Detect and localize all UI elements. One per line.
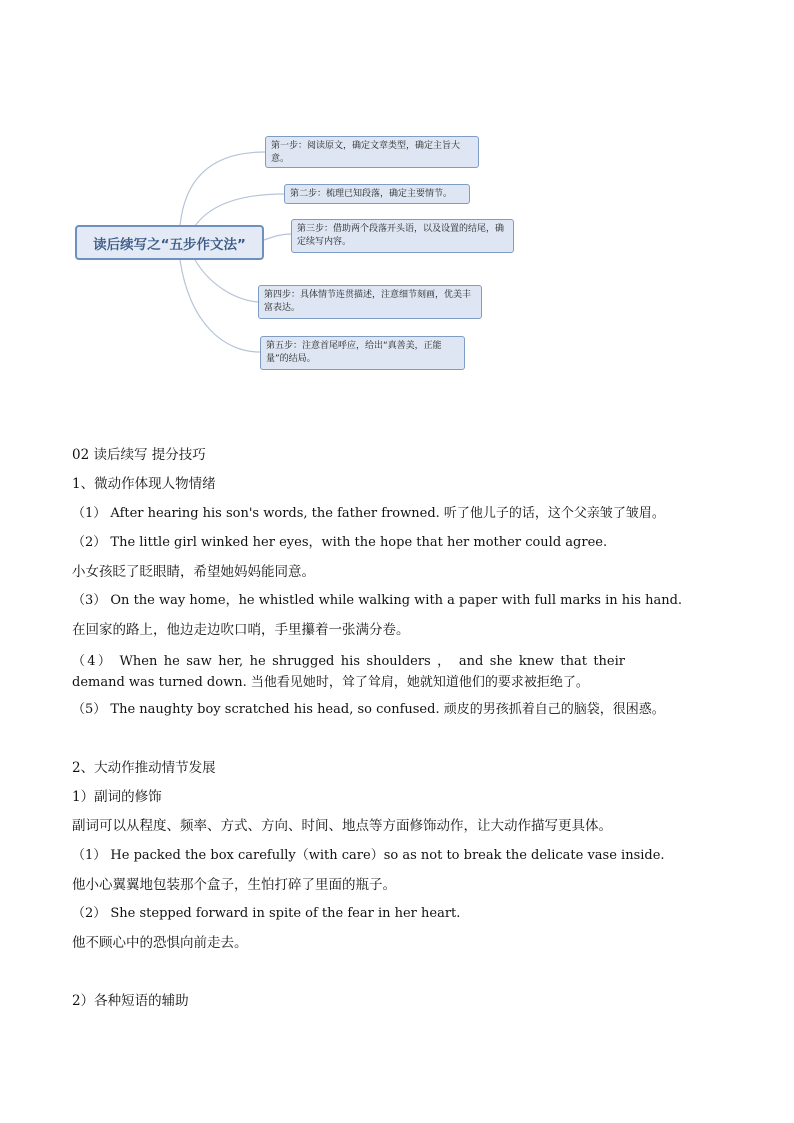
example-6-translation: 他小心翼翼地包装那个盒子，生怕打碎了里面的瓶子。 xyxy=(72,877,396,893)
connector-1 xyxy=(180,152,265,226)
mind-map-step-3: 第三步：借助两个段落开头语，以及设置的结尾，确定续写内容。 xyxy=(291,219,514,253)
heading-big-action: 2、大动作推动情节发展 xyxy=(72,760,216,776)
example-2: （2） The little girl winked her eyes，with the hope that her mother could agree. xyxy=(72,535,608,550)
connector-4 xyxy=(195,260,258,302)
connector-5 xyxy=(180,260,260,352)
example-3: （3） On the way home，he whistled while walking with a paper with full marks in his hand. xyxy=(72,593,683,608)
subheading-phrases: 2）各种短语的辅助 xyxy=(72,993,189,1009)
mind-map-step-4: 第四步：具体情节连贯描述，注意细节刻画，优美丰富表达。 xyxy=(258,285,482,319)
example-2-translation: 小女孩眨了眨眼睛，希望她妈妈能同意。 xyxy=(72,564,315,580)
example-3-translation: 在回家的路上，他边走边吹口哨，手里攥着一张满分卷。 xyxy=(72,622,410,638)
mind-map-root: 读后续写之“五步作文法” xyxy=(75,225,264,260)
section-title: 02 读后续写 提分技巧 xyxy=(72,447,206,463)
connector-3 xyxy=(264,234,291,240)
example-4: （4） When he saw her, he shrugged his shoulders ， and she knew that their demand was turned down. 当他看见她时，耸了耸肩，她就知道他们的要求被拒绝了。 xyxy=(72,654,625,690)
mind-map-step-1: 第一步：阅读原文，确定文章类型，确定主旨大意。 xyxy=(265,136,479,168)
heading-micro-action: 1、微动作体现人物情绪 xyxy=(72,476,216,492)
example-7: （2） She stepped forward in spite of the fear in her heart. xyxy=(72,906,461,921)
subheading-adverbs: 1）副词的修饰 xyxy=(72,789,162,805)
adverbs-description: 副词可以从程度、频率、方式、方向、时间、地点等方面修饰动作，让大动作描写更具体。 xyxy=(72,818,612,834)
mind-map-step-5: 第五步：注意首尾呼应，给出“真善美，正能量”的结局。 xyxy=(260,336,465,370)
mind-map xyxy=(0,0,794,400)
example-6: （1） He packed the box carefully（with care）so as not to break the delicate vase inside. xyxy=(72,848,665,863)
connector-2 xyxy=(195,194,284,226)
example-5: （5） The naughty boy scratched his head, so confused. 顽皮的男孩抓着自己的脑袋，很困惑。 xyxy=(72,702,665,717)
mind-map-step-2: 第二步：梳理已知段落，确定主要情节。 xyxy=(284,184,470,204)
example-1: （1） After hearing his son's words, the father frowned. 听了他儿子的话，这个父亲皱了皱眉。 xyxy=(72,506,665,521)
example-7-translation: 他不顾心中的恐惧向前走去。 xyxy=(72,935,248,951)
